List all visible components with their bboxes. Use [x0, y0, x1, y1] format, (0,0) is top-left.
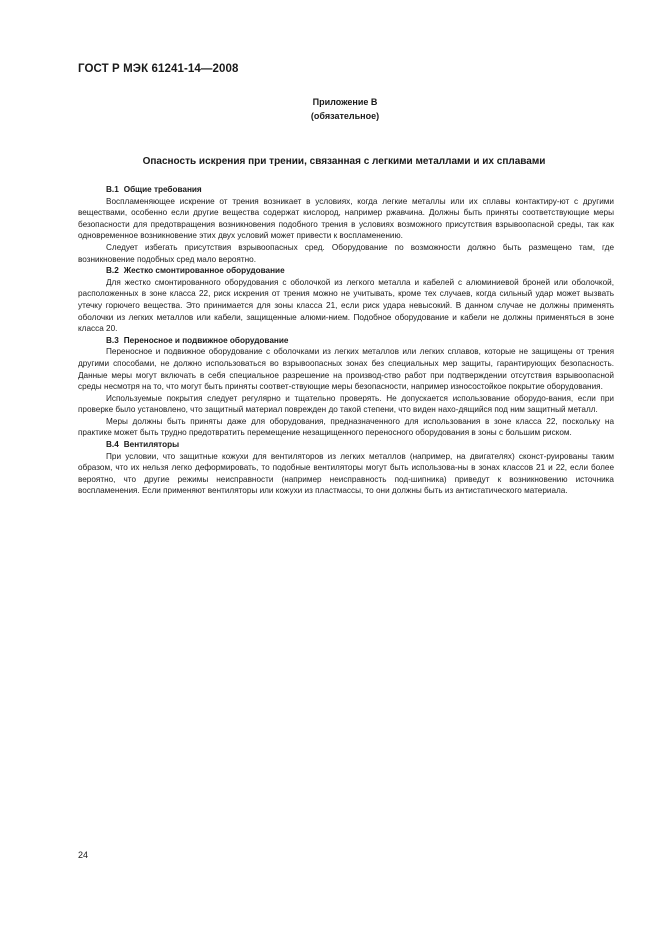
- section-title: Общие требования: [123, 185, 202, 194]
- section-number: В.4: [106, 440, 119, 450]
- paragraph: Для жестко смонтированного оборудования с оболочкой из легкого металла и кабелей с алюминиевой броней или оболочкой, расположенных в зоне класса 22, риск искрения от трения можно не учитывать, кроме тех случаев, когда сильный удар может вызвать утечку горючего вещества. Это принимается для зоны класса 21, если риск удара невысокий. В данном случае не должны применять оболочки из легких металлов или кабели, защищенные алюми-нием. Подобное оборудование и кабели не должны применяться в зоне класса 20.: [78, 277, 614, 334]
- paragraph: Воспламеняющее искрение от трения возникает в условиях, когда легкие металлы или их сплавы контактиру-ют с другими веществами, особенно если другие вещества содержат кислород, например ржавчина. Должны быть приняты соответствующие меры безопасности для предотвращения возникновения подобного трения в условиях возможного присутствия взрывоопасной среды, так как одновременное возникновение этих двух условий может привести к воспламенению.: [78, 196, 614, 241]
- paragraph: При условии, что защитные кожухи для вентиляторов из легких металлов (например, на двигателях) сконст-руированы таким образом, что их нельзя легко деформировать, то подобные вентиляторы могут быть использова-ны в зонах классов 21 и 22, если более вероятно, что другие режимы неисправности (например неисправность под-шипника) приведут к возникновению источника воспламенения. Если применяют вентиляторы или кожухи из пластмассы, то они должны быть из антистатического материала.: [78, 451, 614, 496]
- appendix-label: Приложение В: [312, 97, 378, 107]
- page-number: 24: [78, 850, 89, 860]
- document-body: [78, 184, 614, 497]
- section-heading: [78, 265, 614, 277]
- section-heading: [78, 439, 614, 451]
- section-number: В.3: [106, 335, 119, 345]
- paragraph: Переносное и подвижное оборудование с оболочками из легких металлов или легких сплавов, которые не защищены от трения другими способами, не должно использоваться во взрывоопасных зонах без специальных мер защиты, гарантирующих безопасность. Данные меры могут включать в себя специальное разрешение на производ-ство работ при подтверждении отсутствия взрывоопасной среды несмотря на то, что могут быть приняты соответ-ствующие меры безопасности, например износостойкое покрытие оборудования.: [78, 347, 614, 392]
- section-heading: [78, 335, 614, 347]
- appendix-block: [0, 95, 661, 123]
- appendix-type: (обязательное): [310, 111, 380, 121]
- section-title: Переносное и подвижное оборудование: [123, 335, 289, 345]
- section-title: Жестко смонтированное оборудование: [123, 266, 285, 276]
- paragraph: Следует избегать присутствия взрывоопасных сред. Оборудование по возможности должно быть размещено там, где возникновение подобных сред мало вероятно.: [78, 242, 614, 264]
- section-number: В.2: [106, 266, 119, 276]
- section-number: В.1: [106, 185, 119, 194]
- paragraph: Меры должны быть приняты даже для оборудования, предназначенного для использования в зоне класса 22, поскольку на практике может быть трудно предотвратить перемещение незащищенного переносного оборудования в зоны с большим риском.: [78, 416, 614, 438]
- section-title: Вентиляторы: [123, 440, 180, 450]
- section-heading: [78, 184, 614, 196]
- paragraph: Используемые покрытия следует регулярно и тщательно проверять. Не допускается использование оборудо-вания, если при проверке было установлено, что защитный материал поврежден до такой степени, что виден нахо-дящийся под ним защитный металл.: [78, 393, 614, 415]
- appendix-title: Опасность искрения при трении, связанная с легкими металлами и их сплавами: [142, 156, 546, 167]
- document-header: ГОСТ Р МЭК 61241-14—2008: [78, 63, 239, 75]
